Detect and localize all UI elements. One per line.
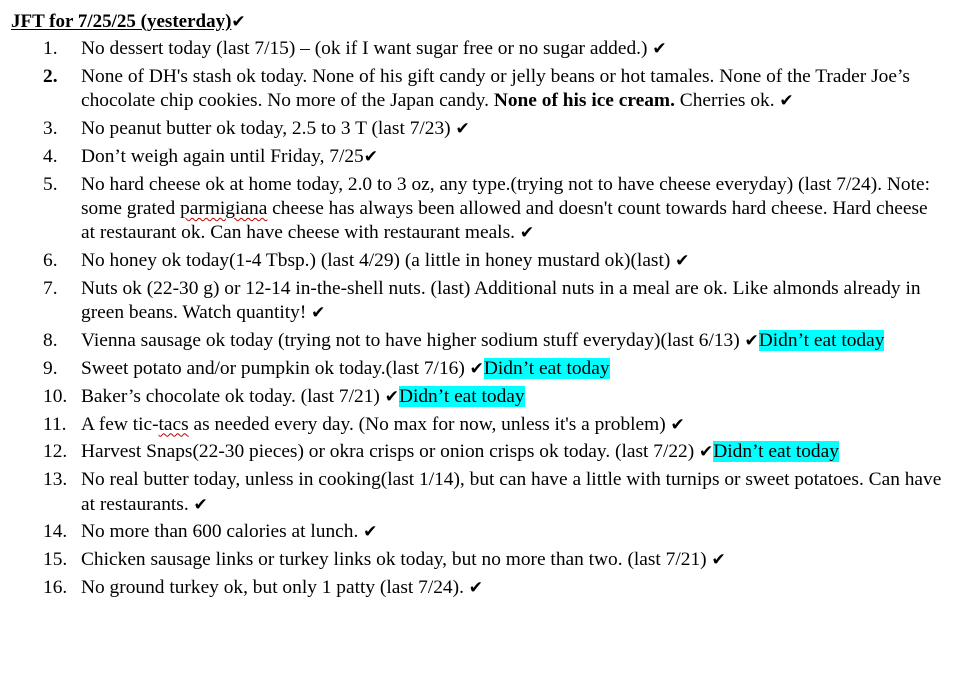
highlighted-note: Didn’t eat today	[398, 385, 525, 407]
list-item	[11, 576, 942, 600]
list-item	[11, 329, 942, 353]
item-text: No hard cheese ok at home today, 2.0 to 3 oz, any type.(trying not to have cheese everyday) (last 7/24). Note: some grated	[81, 173, 930, 219]
highlighted-note: Didn’t eat today	[713, 441, 839, 463]
item-number: 12.	[43, 441, 68, 463]
check-mark-icon: ✔	[744, 331, 759, 352]
spellcheck-word: tacs	[158, 413, 189, 435]
check-mark-icon: ✔	[469, 359, 484, 379]
item-text: Baker’s chocolate ok today. (last 7/21)	[81, 385, 385, 407]
check-mark-icon: ✔	[384, 386, 399, 407]
item-number: 7.	[43, 278, 58, 299]
item-text: No dessert today (last 7/15) – (ok if I want sugar free or no sugar added.)	[81, 38, 653, 59]
item-number: 4.	[43, 145, 58, 167]
check-mark-icon: ✔	[779, 91, 794, 112]
item-number: 16.	[43, 576, 68, 598]
check-mark-icon: ✔	[670, 414, 685, 435]
list-item	[11, 145, 942, 169]
item-text: Don’t weigh again until Friday, 7/25	[81, 145, 364, 167]
item-text: as needed every day. (No max for now, unless it's a problem)	[188, 413, 671, 435]
item-number: 13.	[43, 469, 68, 491]
item-number: 10.	[43, 385, 68, 407]
highlighted-note: Didn’t eat today	[483, 358, 610, 379]
check-mark-icon: ✔	[675, 251, 690, 272]
check-mark-icon: ✔	[652, 39, 667, 59]
spellcheck-word: parmigiana	[180, 198, 268, 219]
list-item	[11, 440, 942, 464]
item-number: 3.	[43, 118, 58, 139]
check-mark-icon: ✔	[455, 119, 470, 139]
list-item	[11, 65, 942, 114]
item-text: No more than 600 calories at lunch.	[81, 521, 364, 543]
item-number: 5.	[43, 173, 58, 195]
list-item	[11, 385, 942, 409]
item-text: Chicken sausage links or turkey links ok today, but no more than two. (last 7/21)	[81, 549, 712, 571]
item-text: A few tic-	[81, 413, 159, 435]
list-item	[11, 413, 942, 437]
item-text: No peanut butter ok today, 2.5 to 3 T (last 7/23)	[81, 118, 456, 139]
item-number: 1.	[43, 38, 58, 59]
item-number: 2.	[43, 65, 58, 87]
check-mark-icon: ✔	[231, 12, 246, 32]
list-item	[11, 520, 942, 544]
item-text: Harvest Snaps(22-30 pieces) or okra crisps or onion crisps ok today. (last 7/22)	[81, 441, 700, 463]
list-item	[11, 277, 942, 326]
check-mark-icon: ✔	[519, 223, 535, 244]
list-item	[11, 468, 942, 517]
item-number: 8.	[43, 330, 58, 352]
item-number: 14.	[43, 521, 68, 543]
item-text: Sweet potato and/or pumpkin ok today.(last 7/16)	[81, 358, 470, 379]
item-number: 15.	[43, 549, 68, 571]
list-item	[11, 548, 942, 572]
check-mark-icon: ✔	[363, 522, 378, 543]
check-mark-icon: ✔	[468, 577, 484, 598]
item-text: Vienna sausage ok today (trying not to have higher sodium stuff everyday)(last 6/13)	[81, 330, 745, 352]
document-title	[11, 10, 942, 34]
item-text: None of DH's stash ok today. None of his gift candy or jelly beans or hot tamales. None of the Trader Joe’s chocolate chip cookies. No more of the Japan candy.	[81, 65, 910, 112]
list-item	[11, 357, 942, 381]
item-text-bold: None of his ice cream.	[493, 90, 675, 112]
item-text: Nuts ok (22-30 g) or 12-14 in-the-shell nuts. (last) Additional nuts in a meal are ok. Like almonds already in green beans. Watch quantity!	[81, 278, 921, 324]
list-item	[11, 117, 942, 141]
item-text: No honey ok today(1-4 Tbsp.) (last 4/29) (a little in honey mustard ok)(last)	[81, 250, 676, 272]
item-number: 11.	[43, 413, 67, 435]
item-text: Cherries ok.	[674, 90, 780, 112]
item-number: 9.	[43, 358, 58, 379]
item-text: No ground turkey ok, but only 1 patty (last 7/24).	[81, 576, 469, 598]
check-mark-icon: ✔	[311, 303, 326, 324]
document-title-text: JFT for 7/25/25 (yesterday)	[11, 11, 232, 32]
list-item	[11, 249, 942, 273]
check-mark-icon: ✔	[699, 442, 714, 463]
check-mark-icon: ✔	[193, 494, 208, 515]
rules-list	[11, 37, 942, 600]
highlighted-note: Didn’t eat today	[758, 330, 885, 352]
check-mark-icon: ✔	[711, 550, 726, 571]
list-item	[11, 37, 942, 61]
item-text: cheese has always been allowed and doesn't count towards hard cheese. Hard cheese at restaurant ok. Can have cheese with restaurant meals.	[81, 198, 928, 244]
item-text: No real butter today, unless in cooking(last 1/14), but can have a little with turnips or sweet potatoes. Can have at restaurants.	[81, 469, 942, 515]
item-number: 6.	[43, 250, 58, 272]
list-item	[11, 173, 942, 246]
check-mark-icon: ✔	[363, 146, 378, 167]
